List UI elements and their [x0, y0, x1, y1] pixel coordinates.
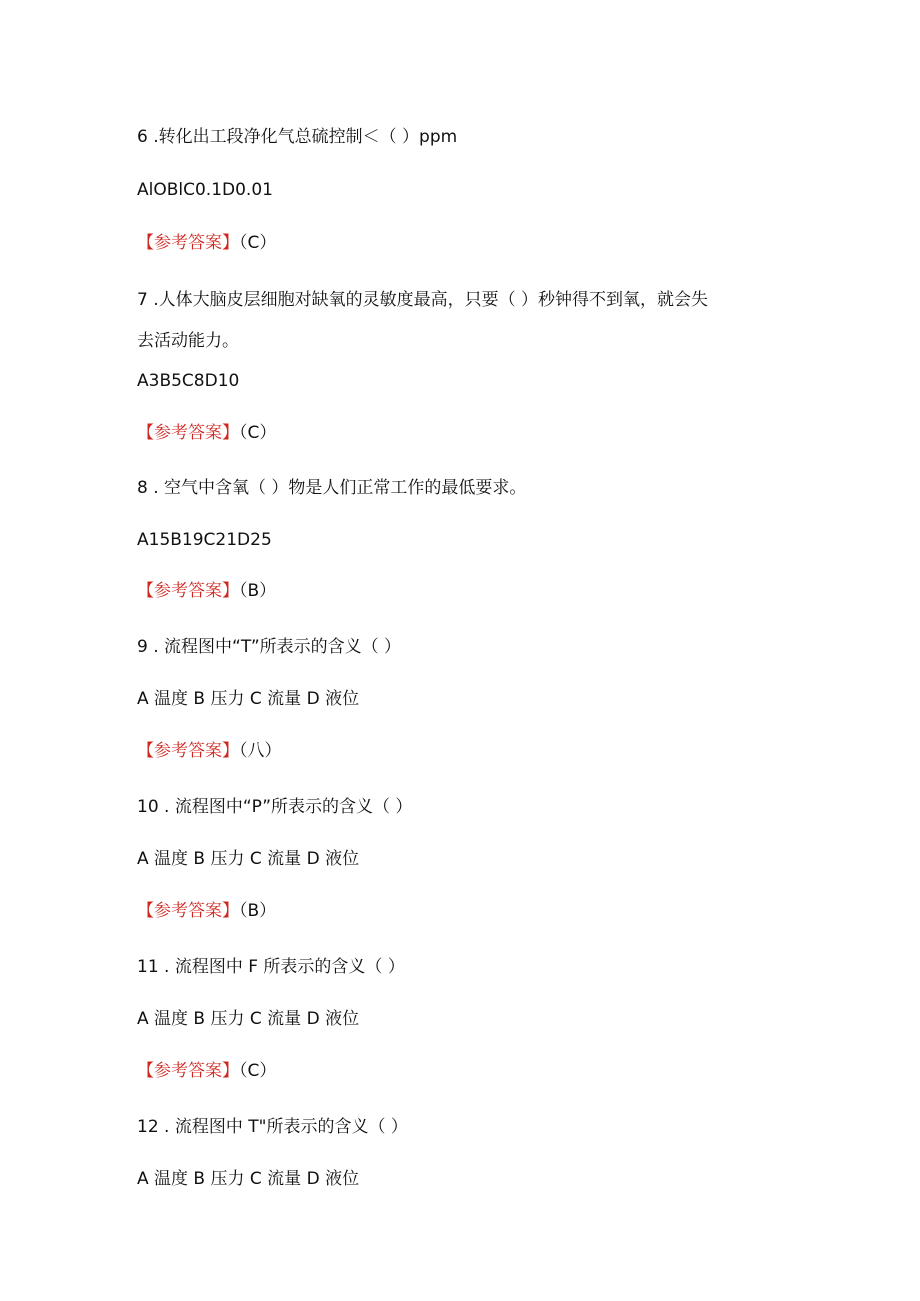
answer-label: 【参考答案】	[137, 741, 239, 761]
question-12-options: A 温度 B 压力 C 流量 D 液位	[137, 1169, 360, 1189]
question-8-text: 8 . 空气中含氧（ ）物是人们正常工作的最低要求。	[137, 478, 527, 498]
answer-value: （B）	[239, 581, 277, 601]
answer-value: （C）	[239, 1061, 277, 1081]
question-9-options: A 温度 B 压力 C 流量 D 液位	[137, 689, 360, 709]
question-7-text: 7 .人体大脑皮层细胞对缺氧的灵敏度最高，只要（ ）秒钟得不到氧，就会失	[137, 290, 709, 310]
question-8-options: A15B19C21D25	[137, 530, 272, 550]
question-10-answer	[137, 900, 276, 922]
answer-label: 【参考答案】	[137, 901, 239, 921]
answer-label: 【参考答案】	[137, 233, 239, 253]
answer-value: （C）	[239, 423, 277, 443]
question-12-text: 12 . 流程图中 T"所表示的含义（ ）	[137, 1117, 408, 1137]
question-9-text: 9 . 流程图中“T”所表示的含义（ ）	[137, 637, 402, 657]
answer-value: （C）	[239, 233, 277, 253]
question-11-text: 11 . 流程图中 F 所表示的含义（ ）	[137, 957, 405, 977]
answer-label: 【参考答案】	[137, 1061, 239, 1081]
question-10-options: A 温度 B 压力 C 流量 D 液位	[137, 849, 360, 869]
question-7-text-continued: 去活动能力。	[137, 331, 239, 351]
question-7-answer	[137, 422, 276, 444]
question-6-options: AlOBlC0.1D0.01	[137, 180, 273, 200]
question-7-options: A3B5C8D10	[137, 371, 240, 391]
question-6-answer	[137, 232, 276, 254]
question-8-answer	[137, 580, 276, 602]
answer-value: （八）	[239, 741, 282, 761]
question-9-answer	[137, 740, 282, 762]
question-11-answer	[137, 1060, 276, 1082]
question-11-options: A 温度 B 压力 C 流量 D 液位	[137, 1009, 360, 1029]
answer-label: 【参考答案】	[137, 581, 239, 601]
question-10-text: 10 . 流程图中“P”所表示的含义（ ）	[137, 797, 413, 817]
answer-label: 【参考答案】	[137, 423, 239, 443]
question-6-text: 6 .转化出工段净化气总硫控制＜（ ）ppm	[137, 127, 458, 147]
answer-value: （B）	[239, 901, 277, 921]
